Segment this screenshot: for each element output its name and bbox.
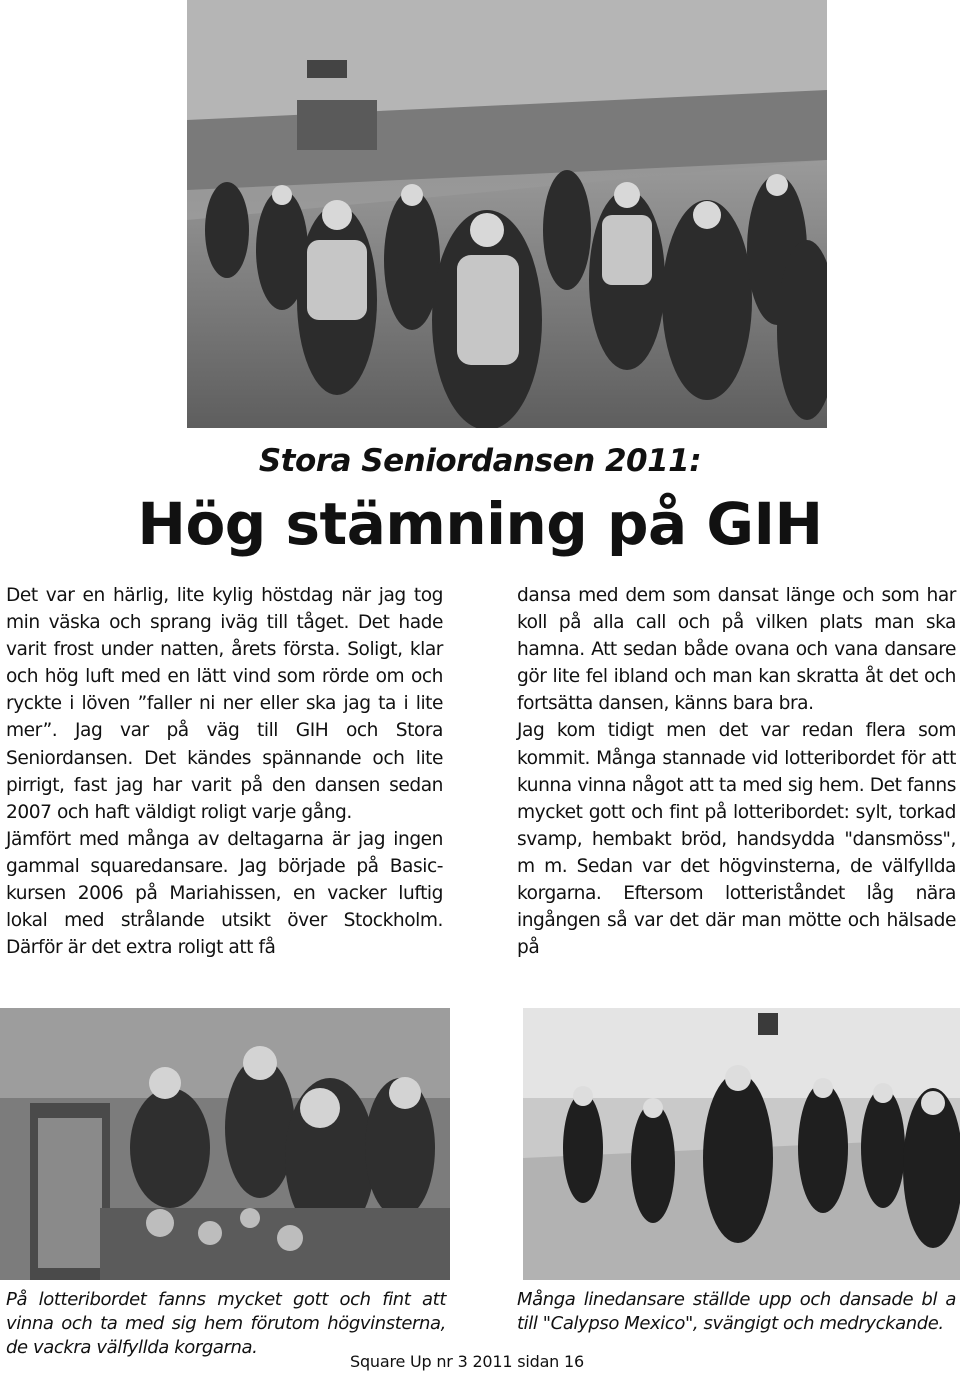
photo-caption-left: På lotteribordet fanns mycket gott och fint att vinna och ta med sig hem förutom högvinsterna, de vackra välfyllda korgarna. (6, 1289, 446, 1358)
photo-caption-right: Många linedansare ställde upp och dansade bl a till "Calypso Mexico", svängigt och medryckande. (517, 1289, 956, 1334)
photo-square-dancers-image (187, 0, 827, 428)
photo-line-dancers (523, 1008, 960, 1280)
photo-raffle-table-image (0, 1008, 450, 1280)
photo-line-dancers-image (523, 1008, 960, 1280)
article-paragraph: Jämfört med många av deltagarna är jag ingen gammal squaredansare. Jag började på Basic-kursen 2006 på Mariahissen, en vacker luftig lokal med strålande utsikt över Stockholm. Därför är det extra roligt att få (6, 828, 443, 959)
article-paragraph: Det var en härlig, lite kylig höstdag när jag tog min väska och sprang iväg till tåget. Det hade varit frost under natten, årets första. Soligt, klar och hög luft med en lätt vind som rörde om och ryckte i löven ”faller ni ner eller ska jag ta i lite mer”. Jag var på väg till GIH och Stora Seniordansen. Det kändes spännande och lite pirrigt, fast jag har varit på den dansen sedan 2007 och haft väldigt roligt varje gång. (6, 585, 443, 823)
article-paragraph: dansa med dem som dansat länge och som har koll på alla call och på vilken plats man ska hamna. Att sedan både ovana och vana dansare gör lite fel ibland och man kan skratta åt det och fortsätta dansen, känns bara bra. (517, 585, 956, 715)
photo-square-dancers (187, 0, 827, 428)
article-paragraph: Jag kom tidigt men det var redan flera som kommit. Många stannade vid lotteribordet för att kunna vinna något att ta med sig hem. Det fanns mycket gott och fint på lotteribordet: sylt, torkad svamp, hembakt bröd, handsydda "dansmöss", m m. Sedan var det högvinsterna, de välfyllda korgarna. Eftersom lotteriståndet låg nära ingången så var det där man mötte och hälsade på (517, 720, 956, 959)
page-footer: Square Up nr 3 2011 sidan 16 (350, 1352, 584, 1371)
photo-raffle-table (0, 1008, 450, 1280)
article-column-right (517, 582, 956, 961)
article-kicker: Stora Seniordansen 2011: (258, 443, 702, 479)
article-headline: Hög stämning på GIH (137, 490, 823, 558)
article-column-left (6, 582, 443, 961)
